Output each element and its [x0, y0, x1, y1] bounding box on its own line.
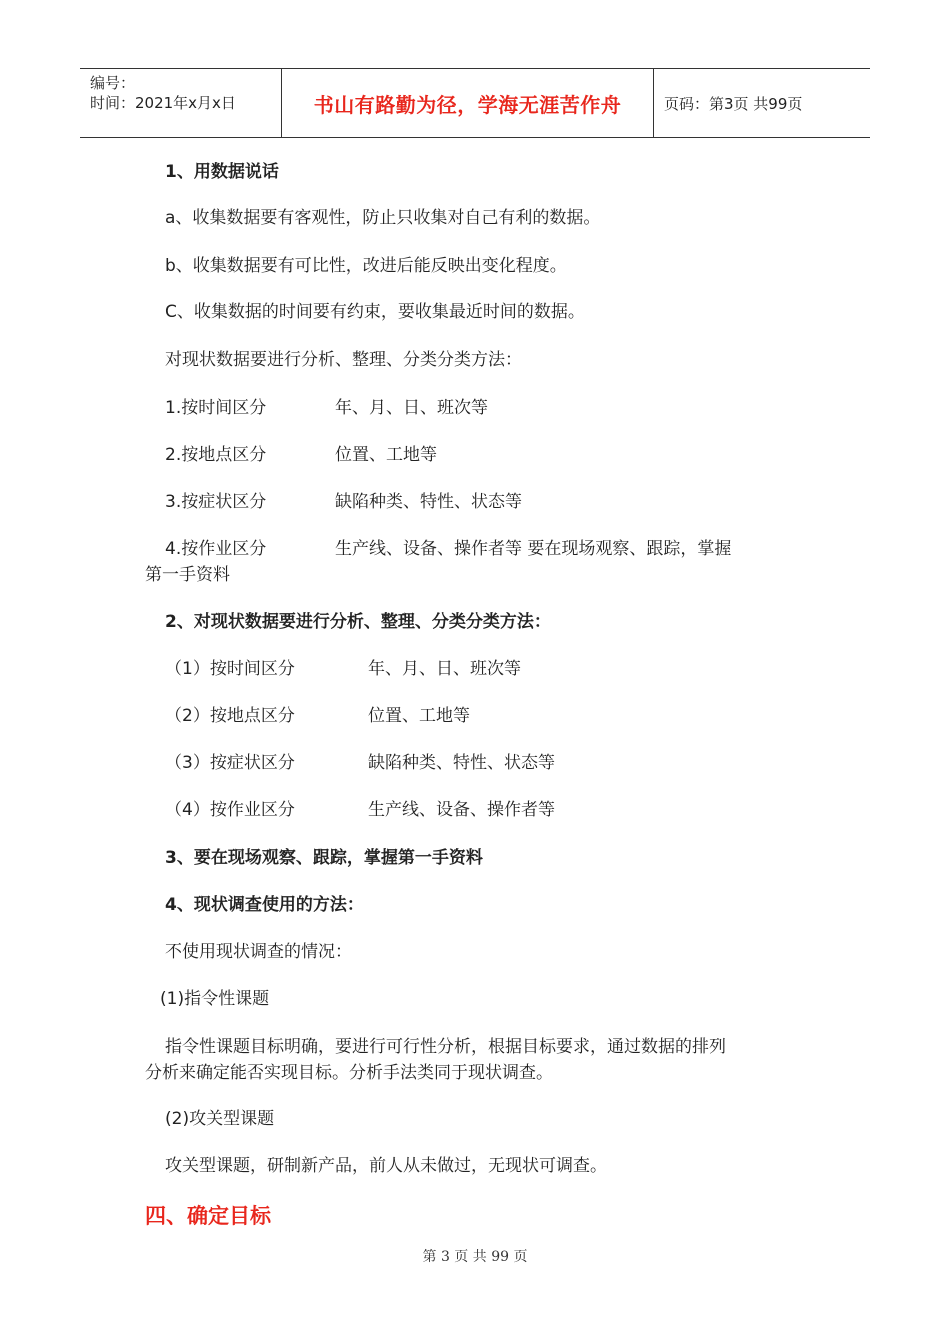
list1-item-key: 4.按作业区分 [165, 539, 267, 559]
list1-item-value: 位置、工地等 [335, 445, 437, 465]
case1-title: (1)指令性课题 [160, 989, 270, 1009]
list2-item-value: 位置、工地等 [368, 706, 470, 726]
list1-wrap-text: 第一手资料 [145, 565, 230, 585]
list1-item-value: 生产线、设备、操作者等 要在现场观察、跟踪，掌握 [335, 539, 732, 559]
page-header [80, 68, 870, 138]
list1-item-key: 3.按症状区分 [165, 492, 267, 512]
header-meta [80, 69, 282, 137]
heading-2: 2、对现状数据要进行分析、整理、分类分类方法： [165, 612, 551, 632]
header-motto: 书山有路勤为径，学海无涯苦作舟 [282, 69, 654, 137]
case1-paragraph-line2: 分析来确定能否实现目标。分析手法类同于现状调查。 [145, 1063, 553, 1083]
list1-item-value: 缺陷种类、特性、状态等 [335, 492, 522, 512]
list2-item-key: （4）按作业区分 [165, 800, 295, 820]
document-number-label: 编号： [90, 74, 136, 92]
list1-item-key: 2.按地点区分 [165, 445, 267, 465]
document-time-label: 时间：2021年x月x日 [90, 94, 236, 112]
case2-title: (2)攻关型课题 [165, 1109, 275, 1129]
paragraph-b: b、收集数据要有可比性，改进后能反映出变化程度。 [165, 256, 567, 276]
analysis-intro: 对现状数据要进行分析、整理、分类分类方法： [165, 350, 522, 370]
list2-item-value: 缺陷种类、特性、状态等 [368, 753, 555, 773]
paragraph-a: a、收集数据要有客观性，防止只收集对自己有利的数据。 [165, 208, 601, 228]
list2-item-value: 生产线、设备、操作者等 [368, 800, 555, 820]
list2-item-key: （3）按症状区分 [165, 753, 295, 773]
list1-item-key: 1.按时间区分 [165, 398, 267, 418]
case2-paragraph: 攻关型课题，研制新产品，前人从未做过，无现状可调查。 [165, 1156, 607, 1176]
list1-item-value: 年、月、日、班次等 [335, 398, 488, 418]
case1-paragraph-line1: 指令性课题目标明确，要进行可行性分析，根据目标要求，通过数据的排列 [165, 1037, 726, 1057]
heading-1: 1、用数据说话 [165, 162, 279, 182]
paragraph-c: C、收集数据的时间要有约束，要收集最近时间的数据。 [165, 302, 585, 322]
list2-item-key: （1）按时间区分 [165, 659, 295, 679]
heading-3: 3、要在现场观察、跟踪，掌握第一手资料 [165, 848, 483, 868]
header-page-label: 页码：第3页 共99页 [664, 94, 803, 113]
list2-item-value: 年、月、日、班次等 [368, 659, 521, 679]
page-footer: 第 3 页 共 99 页 [422, 1249, 528, 1265]
heading-4: 4、现状调查使用的方法： [165, 895, 364, 915]
section-title: 四、确定目标 [145, 1204, 271, 1228]
list2-item-key: （2）按地点区分 [165, 706, 295, 726]
no-survey-intro: 不使用现状调查的情况： [165, 942, 352, 962]
